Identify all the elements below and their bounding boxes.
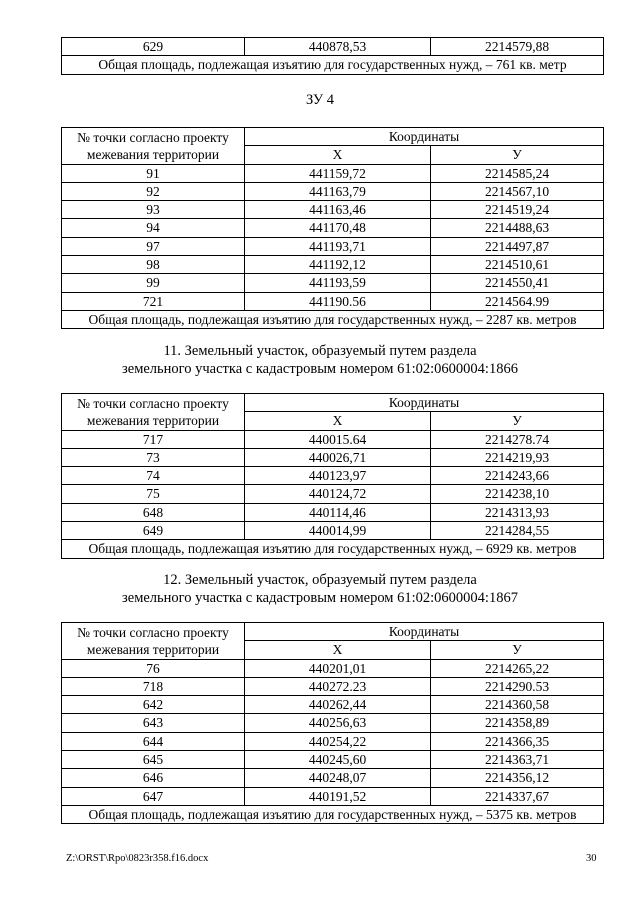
- header-row: [62, 623, 604, 641]
- y-cell: 2214497,87: [431, 237, 604, 255]
- x-cell: 441192,12: [245, 256, 431, 274]
- table-row: [62, 256, 604, 274]
- x-cell: 440262,44: [245, 696, 431, 714]
- point-cell: 646: [62, 769, 245, 787]
- point-cell: 717: [62, 430, 245, 448]
- top-table: [61, 37, 604, 75]
- total-row: [62, 56, 604, 74]
- y-cell: 2214488,63: [431, 219, 604, 237]
- table-row: [62, 448, 604, 466]
- point-cell: 74: [62, 467, 245, 485]
- point-cell: 73: [62, 448, 245, 466]
- section-title-line: ЗУ 4: [305, 92, 335, 108]
- header-row: [62, 394, 604, 412]
- y-cell: 2214356,12: [431, 769, 604, 787]
- table-row: [62, 38, 604, 56]
- total-row: [62, 805, 604, 823]
- y-cell: 2214585,24: [431, 164, 604, 182]
- coordinates-table: [61, 622, 604, 824]
- page-number: 30: [586, 853, 597, 864]
- point-cell: 718: [62, 677, 245, 695]
- table-row: [62, 201, 604, 219]
- section-title: [0, 342, 640, 378]
- table-row: [62, 467, 604, 485]
- total-row: [62, 310, 604, 328]
- point-cell: 721: [62, 292, 245, 310]
- point-header: № точки согласно проекту межевания территории: [62, 128, 245, 165]
- point-cell: 644: [62, 732, 245, 750]
- coords-header: Координаты: [245, 394, 604, 412]
- y-cell: 2214278.74: [431, 430, 604, 448]
- point-cell: 629: [62, 38, 245, 56]
- y-cell: 2214243,66: [431, 467, 604, 485]
- coordinates-table: [61, 393, 604, 559]
- x-cell: 440878,53: [245, 38, 431, 56]
- coords-header: Координаты: [245, 623, 604, 641]
- point-cell: 75: [62, 485, 245, 503]
- x-cell: 440254,22: [245, 732, 431, 750]
- table-row: [62, 274, 604, 292]
- y-header: У: [431, 641, 604, 659]
- point-cell: 98: [62, 256, 245, 274]
- point-cell: 91: [62, 164, 245, 182]
- section-title-line: земельного участка с кадастровым номером 61:02:0600004:1867: [122, 590, 518, 606]
- table-row: [62, 751, 604, 769]
- section-title-line: 11. Земельный участок, образуемый путем раздела: [163, 343, 477, 359]
- point-cell: 642: [62, 696, 245, 714]
- y-cell: 2214519,24: [431, 201, 604, 219]
- x-cell: 441163,46: [245, 201, 431, 219]
- point-cell: 649: [62, 522, 245, 540]
- total-area-text: Общая площадь, подлежащая изъятию для государственных нужд, – 5375 кв. метров: [62, 805, 604, 823]
- y-cell: 2214337,67: [431, 787, 604, 805]
- x-cell: 441193,59: [245, 274, 431, 292]
- total-area-text: Общая площадь, подлежащая изъятию для государственных нужд, – 2287 кв. метров: [62, 310, 604, 328]
- x-header: X: [245, 641, 431, 659]
- y-cell: 2214363,71: [431, 751, 604, 769]
- point-cell: 97: [62, 237, 245, 255]
- x-cell: 441190.56: [245, 292, 431, 310]
- y-cell: 2214366,35: [431, 732, 604, 750]
- y-header: У: [431, 146, 604, 164]
- section-title-line: 12. Земельный участок, образуемый путем раздела: [163, 572, 477, 588]
- x-cell: 440201,01: [245, 659, 431, 677]
- section-title: [0, 571, 640, 607]
- point-cell: 76: [62, 659, 245, 677]
- x-cell: 440256,63: [245, 714, 431, 732]
- table-row: [62, 787, 604, 805]
- y-cell: 2214265,22: [431, 659, 604, 677]
- footer-file-path: Z:\ORST\Rpo\0823r358.f16.docx: [66, 853, 209, 864]
- table-row: [62, 696, 604, 714]
- total-area-text: Общая площадь, подлежащая изъятию для государственных нужд, – 6929 кв. метров: [62, 540, 604, 558]
- point-cell: 643: [62, 714, 245, 732]
- total-row: [62, 540, 604, 558]
- y-cell: 2214360,58: [431, 696, 604, 714]
- point-cell: 94: [62, 219, 245, 237]
- point-header: № точки согласно проекту межевания территории: [62, 394, 245, 431]
- coordinates-table: [61, 127, 604, 329]
- section-title: [0, 91, 640, 109]
- x-cell: 440124,72: [245, 485, 431, 503]
- x-cell: 441193,71: [245, 237, 431, 255]
- table-row: [62, 659, 604, 677]
- x-cell: 440026,71: [245, 448, 431, 466]
- point-header: № точки согласно проекту межевания территории: [62, 623, 245, 660]
- table-row: [62, 237, 604, 255]
- x-cell: 440114,46: [245, 503, 431, 521]
- point-cell: 645: [62, 751, 245, 769]
- point-cell: 92: [62, 182, 245, 200]
- y-cell: 2214564.99: [431, 292, 604, 310]
- table-row: [62, 714, 604, 732]
- y-cell: 2214510,61: [431, 256, 604, 274]
- point-cell: 647: [62, 787, 245, 805]
- x-cell: 440015.64: [245, 430, 431, 448]
- point-cell: 648: [62, 503, 245, 521]
- total-area-text: Общая площадь, подлежащая изъятию для государственных нужд, – 761 кв. метр: [62, 56, 604, 74]
- y-cell: 2214238,10: [431, 485, 604, 503]
- y-header: У: [431, 412, 604, 430]
- x-cell: 440248,07: [245, 769, 431, 787]
- table-row: [62, 732, 604, 750]
- x-cell: 441159,72: [245, 164, 431, 182]
- table-row: [62, 769, 604, 787]
- y-cell: 2214567,10: [431, 182, 604, 200]
- x-cell: 441170,48: [245, 219, 431, 237]
- x-cell: 440014,99: [245, 522, 431, 540]
- table-row: [62, 430, 604, 448]
- table-row: [62, 219, 604, 237]
- table-row: [62, 292, 604, 310]
- header-row: [62, 128, 604, 146]
- coords-header: Координаты: [245, 128, 604, 146]
- y-cell: 2214284,55: [431, 522, 604, 540]
- table-row: [62, 677, 604, 695]
- point-cell: 99: [62, 274, 245, 292]
- y-cell: 2214313,93: [431, 503, 604, 521]
- point-cell: 93: [62, 201, 245, 219]
- table-row: [62, 522, 604, 540]
- x-cell: 440191,52: [245, 787, 431, 805]
- y-cell: 2214550,41: [431, 274, 604, 292]
- y-cell: 2214290.53: [431, 677, 604, 695]
- y-cell: 2214579,88: [431, 38, 604, 56]
- x-cell: 440272.23: [245, 677, 431, 695]
- y-cell: 2214219,93: [431, 448, 604, 466]
- x-header: X: [245, 146, 431, 164]
- table-row: [62, 503, 604, 521]
- x-cell: 441163,79: [245, 182, 431, 200]
- x-cell: 440245,60: [245, 751, 431, 769]
- table-row: [62, 164, 604, 182]
- x-header: X: [245, 412, 431, 430]
- y-cell: 2214358,89: [431, 714, 604, 732]
- table-row: [62, 485, 604, 503]
- table-row: [62, 182, 604, 200]
- section-title-line: земельного участка с кадастровым номером 61:02:0600004:1866: [122, 361, 518, 377]
- x-cell: 440123,97: [245, 467, 431, 485]
